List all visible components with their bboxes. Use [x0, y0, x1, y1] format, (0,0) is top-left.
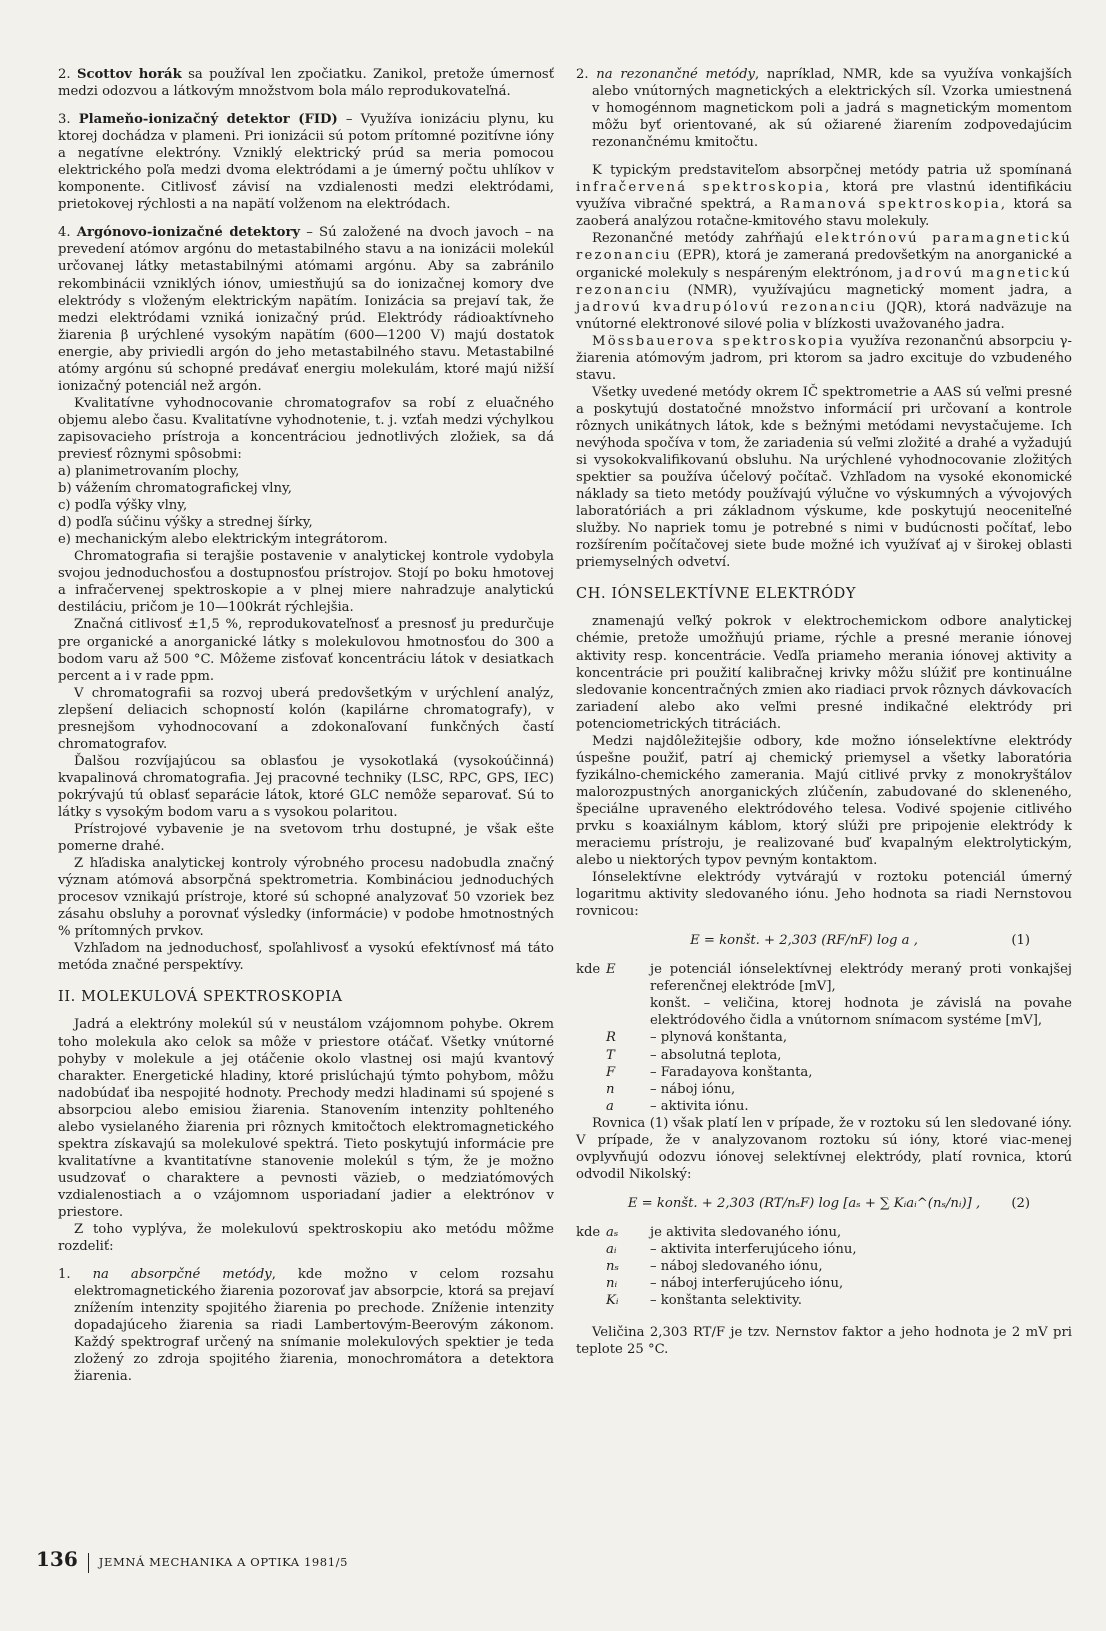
list-item: a) planimetrovaním plochy, — [58, 464, 240, 480]
definition-item: a – aktivita iónu. — [606, 1098, 749, 1114]
list-item: c) podľa výšky vlny, — [58, 498, 188, 514]
paragraph-development: V chromatografii sa rozvoj uberá predovšetkým v urýchlení analýz, zlepšení deliacich schopností kolón (kapilárne chromatografy), v presnejšom vyhodnocovaní a zdokonaľovaní funkčných častí chromatografov. — [58, 685, 554, 752]
paragraph-resonance-list: Rezonančné metódy zahŕňajú elektrónovú paramagnetickú rezonanciu (EPR), ktorá je zameraná predovšetkým na anorganické a organické molekuly s nespáreným elektrónom, jadrovú magnetickú rezonanciu (NMR), využívajúcu magnetický moment jadra, a jadrovú kvadrupólovú rezonanciu (JQR), ktorá nadväzuje na vnútorné elektronové silové polia v blízkosti uvažovaného jadra. — [576, 231, 1072, 332]
paragraph-nernst-factor: Veličina 2,303 RT/F je tzv. Nernstov faktor a jeho hodnota je 2 mV pri teplote 25 °C. — [576, 1325, 1072, 1358]
right-column — [576, 66, 1072, 1358]
paragraph-ise-intro: znamenajú veľký pokrok v elektrochemickom odbore analytickej chémie, pretože umožňujú priame, rýchle a presné meranie iónovej aktivity resp. koncentrácie. Vedľa priameho merania iónovej aktivity a koncentrácie pri použití kalibračnej krivky môžu slúžiť pre kontinuálne sledovanie koncentračných zmien ako riadiaci prvok rôznych dávkovacích zariadení alebo ako veľmi presné indikačné elektródy pri potenciometrických titráciách. — [576, 614, 1072, 732]
paragraph-scottov-horak: 2. Scottov horák sa používal len zpočiatku. Zanikol, pretože úmernosť medzi odozvou a látkovým množstvom bola málo reprodukovateľná. — [58, 67, 554, 100]
paragraph-resonance-methods: 2. na rezonančné metódy, napríklad, NMR, kde sa využíva vonkajších alebo vnútorných magnetických a elektrických síl. Vzorka umiestnená v homogénnom magnetickom poli a jadrá s magnetickým momentom môžu byť orientované, ak sú ožiarené žiarením zodpovedajúcim rezonančnému kmitočtu. — [576, 67, 1072, 151]
evaluation-methods-list — [58, 463, 554, 548]
term-fid: Plameňo-ionizačný detektor (FID) — [78, 112, 338, 128]
paragraph-absorption-methods: 1. na absorpčné metódy, kde možno v celom rozsahu elektromagnetického žiarenia pozorovať jav absorpcie, ktorá sa prejaví znížením intenzity spojitého žiarenia po prechode. Zníženie intenzity dopadajúceho žiarenia sa riadi Lambertovým-Beerovým zákonom. Každý spektrograf určený na snímanie molekulových spektier je teda zložený zo zdroja spojitého žiarenia, monochromátora a detektora žiarenia. — [58, 1267, 554, 1385]
paragraph-perspectives: Vzhľadom na jednoduchosť, spoľahlivosť a vysokú efektívnosť má táto metóda značné perspektívy. — [58, 941, 554, 974]
equation-nernst: E = konšt. + 2,303 (RF/nF) log a , (1) — [690, 933, 1030, 949]
paragraph-chromatography-status: Chromatografia si terajšie postavenie v analytickej kontrole vydobyla svojou jednoduchosťou a dostupnosťou prístrojov. Stojí po boku hmotovej a infračervenej spektroskopie a v plnej miere nahradzuje analytickú destiláciu, pričom je 10—100krát rýchlejšia. — [58, 549, 554, 616]
nikolsky-variable-definitions — [576, 1224, 1072, 1309]
paragraph-methods-summary: Všetky uvedené metódy okrem IČ spektrometrie a AAS sú veľmi presné a poskytujú dostatočné množstvo informácií pri určovaní a kontrole rôznych unikátnych látok, kde s bežnými metódami nevystačujeme. Ich nevýhoda spočíva v tom, že zariadenia sú veľmi zložité a drahé a vyžadujú si vysokokvalifikovanú obsluhu. Na urýchlené vyhodnocovanie zložitých spektier sa používa účelový počítač. Vzhľadom na vysoké ekonomické náklady sa tieto metódy používajú výlučne vo výskumných a vývojových laboratóriách a pri základnom výskume, kde poskytujú neoceniteľné služby. No napriek tomu je potrebné s nimi v budúcnosti počítať, lebo rozšírením počítačovej siete bude možné ich využívať aj v širokej oblasti priemyselných odvetví. — [576, 384, 1072, 571]
list-item: d) podľa súčinu výšky a strednej šírky, — [58, 515, 313, 531]
definition-item: konšt. – veličina, ktorej hodnota je závislá na povahe elektródového čidla a vnútornom snímacom systéme [mV], — [650, 996, 1072, 1029]
section-heading-molecular-spectroscopy: II. MOLEKULOVÁ SPEKTROSKOPIA — [58, 989, 343, 1006]
definition-item: Kᵢ – konštanta selektivity. — [606, 1293, 802, 1309]
paragraph-equipment: Prístrojové vybavenie je na svetovom trhu dostupné, je však ešte pomerne drahé. — [58, 822, 554, 855]
definition-item: aᵢ – aktivita interferujúceho iónu, — [606, 1242, 857, 1257]
paragraph-mossbauer: Mössbauerova spektroskopia využíva rezonančnú absorpciu γ-žiarenia atómovým jadrom, pri ktorom sa jadro excituje do vzbudeného stavu. — [576, 333, 1072, 383]
paragraph-molecules: Jadrá a elektróny molekúl sú v neustálom vzájomnom pohybe. Okrem toho molekula ako celok sa môže v priestore otáčať. Všetky vnútorné pohyby v molekule a jej otáčenie okolo vlastnej osi majú kvantový charakter. Energetické hladiny, ktoré prislúchajú týmto pohybom, môžu nadobúdať iba nespojité hodnoty. Prechody medzi hladinami sú spojené s absorpciou alebo emisiou žiarenia. Stanovením intenzity pohlteného alebo vysielaného žiarenia pri rôznych kmitočtoch elektromagnetického spektra získavajú sa molekulové spektrá. Tieto poskytujú informácie pre kvalitatívne a kvantitatívne stanovenie molekúl s tým, že je možno usudzovať o charaktere a pevnosti väzieb, o medziatómových vzdialenostiach a o vzájomnom usporiadaní jadier a elektrónov v priestore. — [58, 1017, 554, 1220]
equation-number: (2) — [1011, 1195, 1030, 1211]
definition-item: T – absolutná teplota, — [606, 1047, 782, 1063]
term-raman-spectroscopy: Ramanová spektroskopia — [780, 197, 1001, 213]
definition-item: R – plynová konštanta, — [606, 1030, 788, 1046]
paragraph-hplc: Ďalšou rozvíjajúcou sa oblasťou je vysokotlaká (vysokoúčinná) kvapalinová chromatografia. Jej pracovné techniky (LSC, RPC, GPS, IEC) pokrývajú tú oblasť separácie látok, ktoré GLC nemôže separovať. Sú to látky s vysokým bodom varu a s vysokou polaritou. — [58, 753, 554, 820]
paragraph-ise-fields: Medzi najdôležitejšie odbory, kde možno iónselektívne elektródy úspešne použiť, patrí aj chemický priemysel a všetky laboratória fyzikálno-chemického zamerania. Majú citlivé prvky z monokryštálov malorozpustných anorganických zlúčenín, zabudované do skleneného, špeciálne upraveného elektródového telesa. Vodivé spojenie citlivého prvku s koaxiálnym káblom, ktorý slúži pre pripojenie elektródy k meraciemu prístroju, je realizované buď kvapalným elektrolytickým, alebo u niektorých typov pevným kontaktom. — [576, 733, 1072, 869]
equation-number: (1) — [1011, 933, 1030, 949]
definition-item: nᵢ – náboj interferujúceho iónu, — [606, 1276, 844, 1292]
term-argon-detectors: Argónovo-ionizačné detektory — [76, 225, 301, 241]
definition-item: F – Faradayova konštanta, — [606, 1064, 813, 1080]
paragraph-fid: 3. Plameňo-ionizačný detektor (FID) – Využíva ionizáciu plynu, ku ktorej dochádza v plameni. Pri ionizácii sú potom prítomné pozitívne ióny a negatívne elektróny. Vzniklý elektrický prúd sa meria pomocou elektrického poľa medzi dvoma elektródami a je úmerný počtu uhlíkov v komponente. Citlivosť závisí na vzdialenosti medzi elektródami, prietokovej rýchlosti a na napätí volženom na elektródach. — [58, 112, 555, 213]
term-absorption-methods: na absorpčné metódy — [92, 1267, 272, 1283]
term-ir-spectroscopy: infračervená spektroskopia — [576, 180, 826, 196]
term-scottov-horak: Scottov horák — [76, 67, 182, 82]
paragraph-nikolsky: Rovnica (1) však platí len v prípade, že v roztoku sú len sledované ióny. V prípade, že v analyzovanom roztoku sú ióny, ktoré viac-menej ovplyvňujú odozvu iónovej selektívnej elektródy, platí rovnica, ktorú odvodil Nikolský: — [576, 1115, 1072, 1182]
definition-item: kde aₛ je aktivita sledovaného iónu, — [576, 1224, 842, 1240]
section-heading-ion-selective-electrodes: CH. IÓNSELEKTÍVNE ELEKTRÓDY — [576, 586, 857, 603]
page-footer — [36, 1547, 348, 1573]
definition-item: n – náboj iónu, — [606, 1081, 736, 1097]
list-item: e) mechanickým alebo elektrickým integrátorom. — [58, 532, 388, 548]
page-number: 136 — [36, 1547, 78, 1571]
term-resonance-methods: na rezonančné metódy — [596, 67, 755, 82]
term-nmr: jadrovú magnetickú rezonanciu — [576, 265, 1072, 298]
paragraph-absorption-representatives: K typickým predstaviteľom absorpčnej metódy patria už spomínaná infračervená spektroskopia, ktorá pre vlastnú identifikáciu využíva vibračné spektrá, a Ramanová spektroskopia, ktorá sa zaoberá analýzou rotačne-kmitového stavu molekuly. — [576, 163, 1072, 230]
left-column — [58, 66, 554, 1385]
paragraph-ise-potential: Iónselektívne elektródy vytvárajú v roztoku potenciál úmerný logaritmu aktivity sledovaného iónu. Jeho hodnota sa riadi Nernstovou rovnicou: — [576, 870, 1072, 920]
equation-nikolsky: E = konšt. + 2,303 (RT/nₛF) log [aₛ + ∑ Kᵢaᵢ^(nₛ/nᵢ)] , (2) — [627, 1195, 1030, 1211]
nernst-variable-definitions — [576, 961, 1072, 1114]
term-epr: elektrónovú paramagnetickú rezonanciu — [576, 231, 1072, 264]
paragraph-argon-detectors: 4. Argónovo-ionizačné detektory – Sú založené na dvoch javoch – na prevedení atómov argónu do metastabilného stavu a na ionizácii molekúl určovanej látky metastabilnými atómami argónu. Aby sa zabránilo rekombinácii vzniklých iónov, umiestňujú sa do ionizačnej komory dve elektródy s vloženým elektrickým napätím. Ionizácia sa prejaví tak, že medzi elektródami vzniká ionizačný prúd. Elektródy rádioaktívneho žiarenia β urýchlené vysokým napätím (600—1200 V) majú dostatok energie, aby priviedli argón do jeho metastabilného stavu. Metastabilné atómy argónu sú schopné predávať energiu molekulám, ktoré majú nižší ionizačný potenciál než argón. — [58, 225, 554, 394]
paragraph-qualitative: Kvalitatívne vyhodnocovanie chromatografov sa robí z eluačného objemu alebo času. Kvalitatívne vyhodnotenie, t. j. vzťah medzi výchylkou zapisovacieho prístroja a koncentráciou jednotlivých zložiek, sa dá previesť rôznymi spôsobmi: — [58, 395, 554, 462]
paragraph-sensitivity: Značná citlivosť ±1,5 %, reprodukovateľnosť a presnosť ju predurčuje pre organické a anorganické látky s molekulovou hmotnosťou do 300 a bodom varu až 500 °C. Môžeme zisťovať koncentráciu látok v desiatkach percent a i v rade ppm. — [58, 617, 554, 684]
paragraph-aas: Z hľadiska analytickej kontroly výrobného procesu nadobudla značný význam atómová absorpčná spektrometria. Kombináciou jednoduchých procesov vznikajú prístroje, ktoré sú schopné analyzovať 50 vzoriek bez zásahu obsluhy a porovnať výsledky (informácie) v podobe hmotnostných % prítomných prvkov. — [58, 856, 554, 940]
journal-title: JEMNÁ MECHANIKA A OPTIKA 1981/5 — [98, 1555, 349, 1569]
footer-divider — [88, 1553, 89, 1573]
term-mossbauer: Mössbauerova spektroskopia — [592, 333, 846, 349]
paragraph-division: Z toho vyplýva, že molekulovú spektroskopiu ako metódu môžme rozdeliť: — [58, 1222, 554, 1255]
definition-item: kde E je potenciál iónselektívnej elektródy meraný proti vonkajšej referenčnej elektróde [mV], — [576, 962, 1072, 995]
definition-item: nₛ – náboj sledovaného iónu, — [606, 1259, 823, 1275]
term-jqr: jadrovú kvadrupólovú rezonanciu — [576, 299, 878, 315]
list-item: b) vážením chromatografickej vlny, — [58, 481, 292, 497]
